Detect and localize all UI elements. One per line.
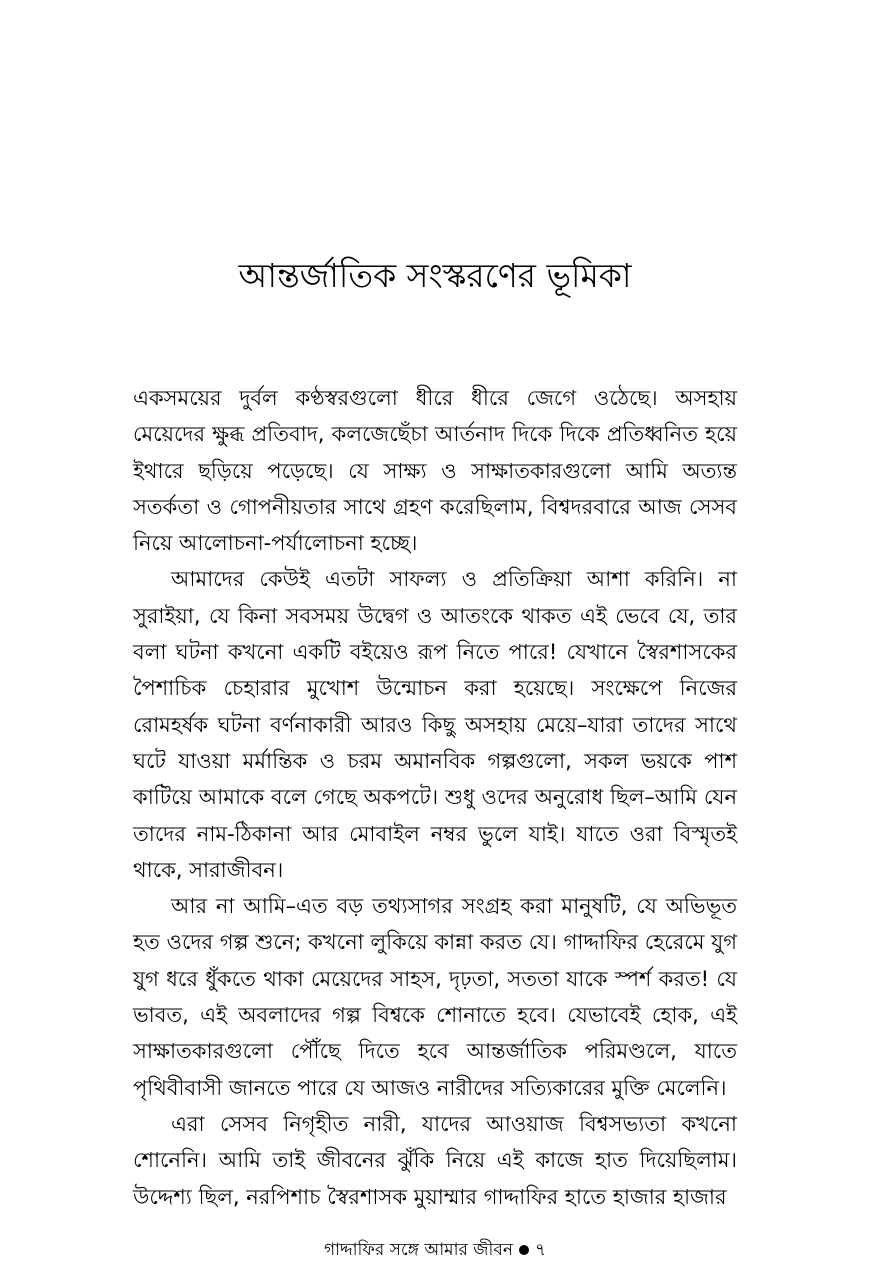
- paragraph-4: এরা সেসব নিগৃহীত নারী, যাদের আওয়াজ বিশ্বসভ্যতা কখনো শোনেনি। আমি তাই জীবনের ঝুঁকি নিয়ে এই কাজে হাত দিয়েছিলাম। উদ্দেশ্য ছিল, নরপিশাচ স্বৈরশাসক মুয়াম্মার গাদ্দাফির হাতে হাজার হাজার: [133, 1111, 737, 1209]
- body-text: [133, 380, 737, 1215]
- bullet-dot-icon: [519, 1245, 529, 1255]
- running-title: গাদ্দাফির সঙ্গে আমার জীবন: [323, 1240, 513, 1260]
- paragraph-3: আর না আমি–এত বড় তথ্যসাগর সংগ্রহ করা মানুষটি, যে অভিভূত হত ওদের গল্প শুনে; কখনো লুকিয়ে কান্না করত যে। গাদ্দাফির হেরেমে যুগ যুগ ধরে ধুঁকতে থাকা মেয়েদের সাহস, দৃঢ়তা, সততা যাকে স্পর্শ করত! যে ভাবত, এই অবলাদের গল্প বিশ্বকে শোনাতে হবে। যেভাবেই হোক, এই সাক্ষাতকারগুলো পৌঁছে দিতে হবে আন্তর্জাতিক পরিমণ্ডলে, যাতে পৃথিবীবাসী জানতে পারে যে আজও নারীদের সত্যিকারের মুক্তি মেলেনি।: [133, 894, 737, 1100]
- paragraph-2: আমাদের কেউই এতটা সাফল্য ও প্রতিক্রিয়া আশা করিনি। না সুরাইয়া, যে কিনা সবসময় উদ্বেগ ও আতংকে থাকত এই ভেবে যে, তার বলা ঘটনা কখনো একটি বইয়েও রূপ নিতে পারে! যেখানে স্বৈরশাসকের পৈশাচিক চেহারার মুখোশ উন্মোচন করা হয়েছে। সংক্ষেপে নিজের রোমহর্ষক ঘটনা বর্ণনাকারী আরও কিছু অসহায় মেয়ে–যারা তাদের সাথে ঘটে যাওয়া মর্মান্তিক ও চরম অমানবিক গল্পগুলো, সকল ভয়কে পাশ কাটিয়ে আমাকে বলে গেছে অকপটে। শুধু ওদের অনুরোধ ছিল–আমি যেন তাদের নাম-ঠিকানা আর মোবাইল নম্বর ভুলে যাই। যাতে ওরা বিস্মৃতই থাকে, সারাজীবন।: [133, 567, 737, 882]
- page-footer: [0, 1238, 870, 1262]
- page-number: ৭: [534, 1240, 547, 1260]
- chapter-title: আন্তর্জাতিক সংস্করণের ভূমিকা: [238, 256, 632, 296]
- paragraph-1: একসময়ের দুর্বল কণ্ঠস্বরগুলো ধীরে ধীরে জেগে ওঠেছে। অসহায় মেয়েদের ক্ষুব্ধ প্রতিবাদ, কলজেছেঁচা আর্তনাদ দিকে দিকে প্রতিধ্বনিত হয়ে ইথারে ছড়িয়ে পড়েছে। যে সাক্ষ্য ও সাক্ষাতকারগুলো আমি অত্যন্ত সতর্কতা ও গোপনীয়তার সাথে গ্রহণ করেছিলাম, বিশ্বদরবারে আজ সেসব নিয়ে আলোচনা-পর্যালোচনা হচ্ছে।: [133, 386, 737, 556]
